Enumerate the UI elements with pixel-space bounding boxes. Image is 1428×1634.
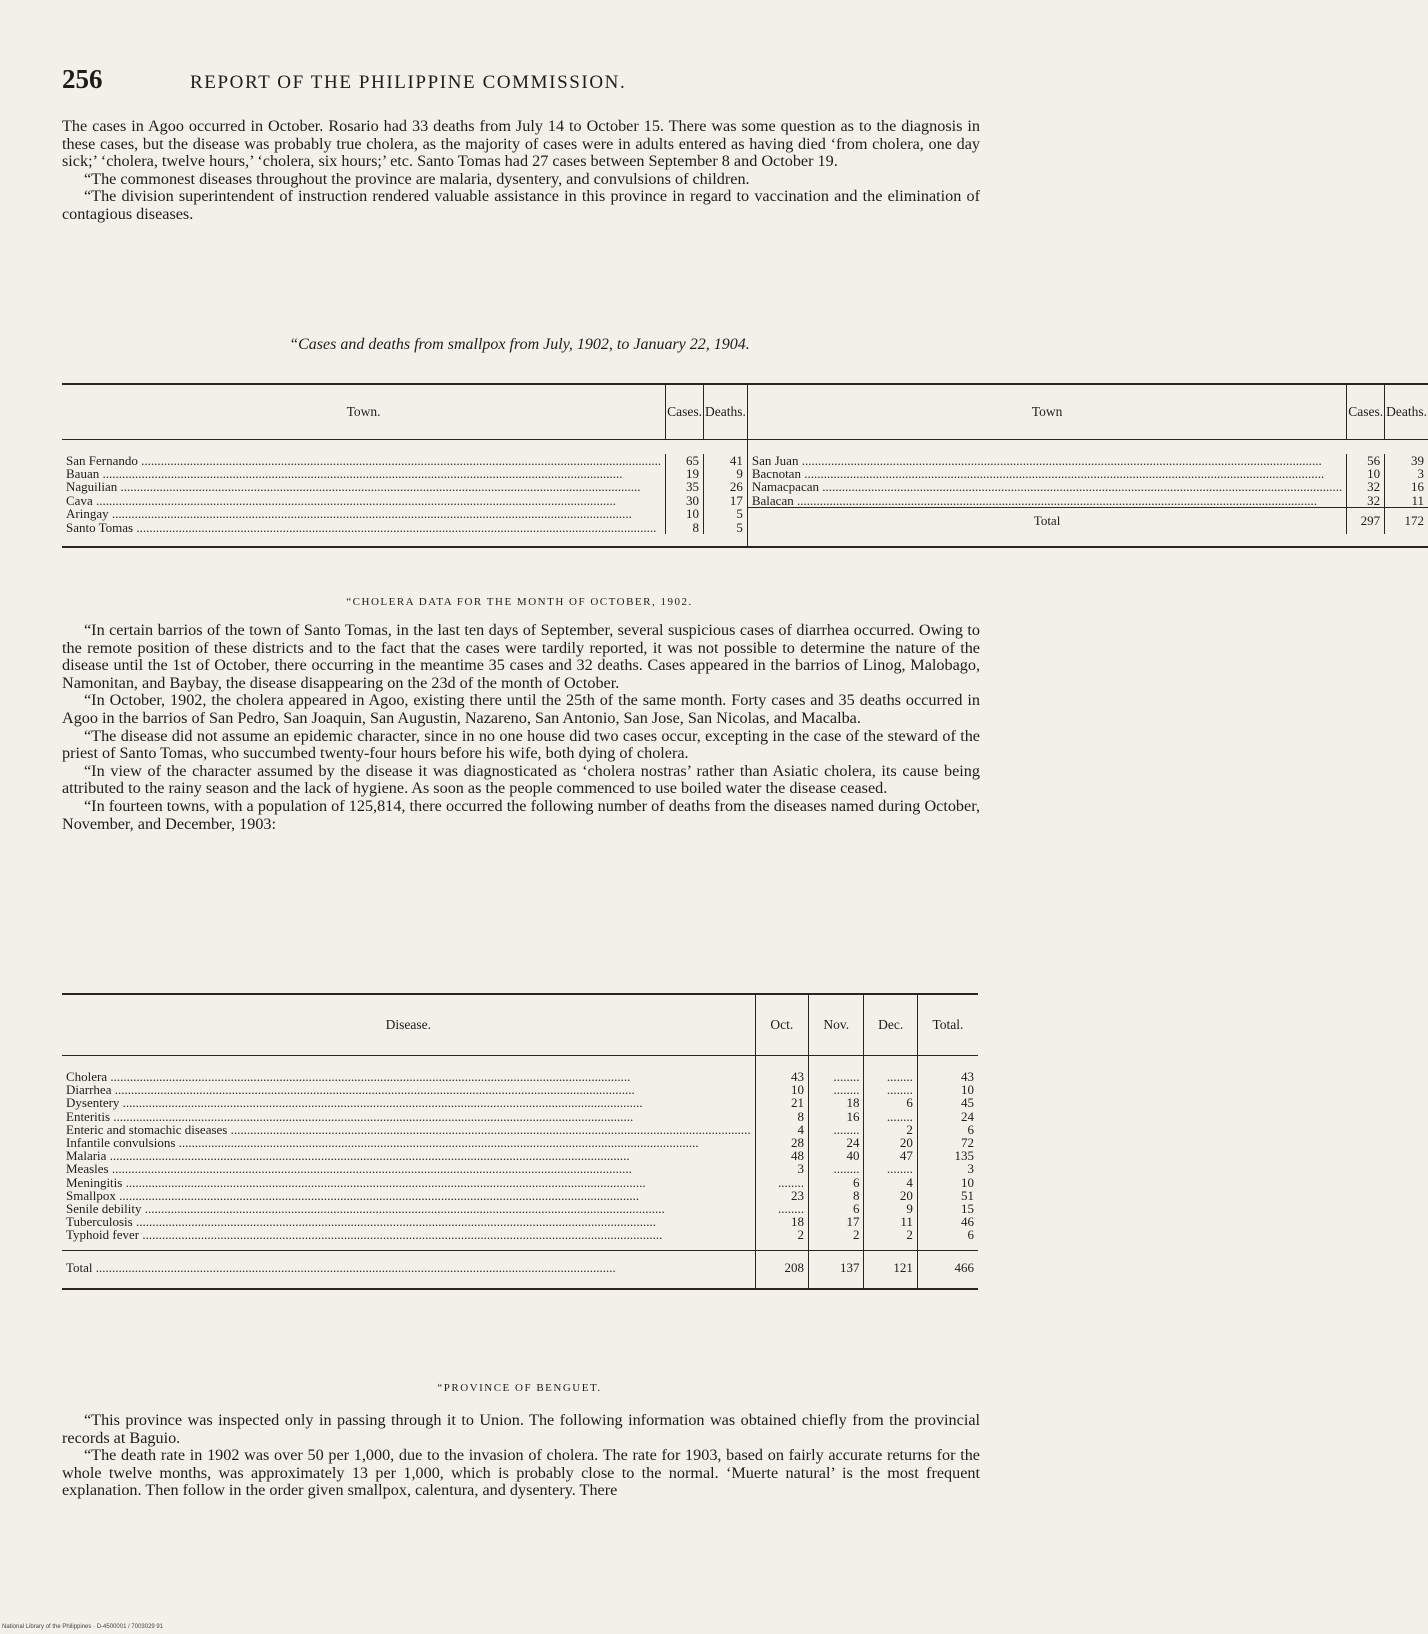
table-row	[62, 1162, 978, 1175]
disease-cell: Diarrhea ................................................................................................................................................................	[66, 1082, 635, 1098]
total-cell: 6	[917, 1123, 978, 1136]
smallpox-table-caption: “Cases and deaths from smallpox from July, 1902, to January 22, 1904.	[289, 336, 750, 353]
deaths-cell: 3	[1385, 467, 1428, 480]
deaths-cell: 11	[1385, 494, 1428, 508]
deaths-cell: 39	[1385, 454, 1428, 467]
disease-cell: Tuberculosis ................................................................................................................................................................	[66, 1214, 656, 1230]
column-header: Cases.	[1347, 384, 1385, 440]
disease-cell: Senile debility ................................................................................................................................................................	[66, 1201, 665, 1217]
disease-cell: Enteric and stomachic diseases ................................................................................................................................................................	[66, 1121, 751, 1137]
total-label-cell: Total ................................................................................................................................................................	[62, 1250, 755, 1289]
oct-cell: ........	[755, 1202, 808, 1215]
dec-cell: 20	[864, 1189, 917, 1202]
disease-cell: Cholera ................................................................................................................................................................	[66, 1069, 631, 1084]
dec-cell: ........	[864, 1070, 917, 1083]
total-cell: 3	[917, 1162, 978, 1175]
deaths-cell: 41	[703, 454, 747, 467]
table-row	[62, 1228, 978, 1241]
town-cell: Naguilian ................................................................................................................................................................	[66, 479, 641, 495]
nov-cell: 18	[809, 1096, 864, 1109]
town-cell: Santo Tomas ................................................................................................................................................................	[66, 519, 657, 535]
nov-cell: 2	[809, 1228, 864, 1241]
column-header: Dec.	[864, 994, 917, 1056]
cholera-text	[62, 622, 980, 833]
deaths-cell: 26	[703, 480, 747, 493]
paragraph: “This province was inspected only in passing through it to Union. The following information was obtained chiefly from the provincial records at Baguio.	[62, 1411, 980, 1447]
oct-cell: 3	[755, 1162, 808, 1175]
total-cell: 46	[917, 1215, 978, 1228]
total-cell: 135	[917, 1149, 978, 1162]
dec-cell: 47	[864, 1149, 917, 1162]
disease-cell: Meningitis ................................................................................................................................................................	[66, 1174, 646, 1190]
deaths-cell: 16	[1385, 480, 1428, 493]
column-header: Oct.	[755, 994, 808, 1056]
total-cases-cell: 297	[1347, 507, 1385, 533]
disease-cell: Measles ................................................................................................................................................................	[66, 1161, 632, 1177]
total-cell: 6	[917, 1228, 978, 1241]
town-cell: Bauan ................................................................................................................................................................	[66, 466, 623, 482]
nov-cell: 16	[809, 1110, 864, 1123]
oct-cell: 48	[755, 1149, 808, 1162]
nov-cell: 8	[809, 1189, 864, 1202]
table-header-row	[62, 384, 1428, 440]
total-row	[62, 1250, 978, 1289]
nov-cell: ........	[809, 1070, 864, 1083]
running-title: REPORT OF THE PHILIPPINE COMMISSION.	[190, 72, 627, 93]
total-cell: 43	[917, 1070, 978, 1083]
oct-cell: 8	[755, 1110, 808, 1123]
cholera-section-heading: “CHOLERA DATA FOR THE MONTH OF OCTOBER, 1902.	[346, 596, 693, 608]
disease-cell: Infantile convulsions ................................................................................................................................................................	[66, 1135, 699, 1151]
dec-cell: 20	[864, 1136, 917, 1149]
nov-cell: 17	[809, 1215, 864, 1228]
paragraph: “The division superintendent of instruction rendered valuable assistance in this province in regard to vaccination and the elimination of contagious diseases.	[62, 187, 980, 223]
dec-cell: ........	[864, 1083, 917, 1096]
table-row	[62, 480, 1428, 493]
dec-cell: 2	[864, 1228, 917, 1241]
column-header: Disease.	[62, 994, 755, 1056]
town-cell: Bacnotan ................................................................................................................................................................	[747, 467, 1346, 480]
table-row	[62, 494, 1428, 508]
table-header-row	[62, 994, 978, 1056]
deaths-cell: 17	[703, 494, 747, 508]
disease-cell: Smallpox ................................................................................................................................................................	[66, 1187, 640, 1203]
nov-cell: ........	[809, 1123, 864, 1136]
column-header: Town.	[62, 384, 666, 440]
town-cell: Cava ................................................................................................................................................................	[66, 492, 616, 508]
town-cell: San Fernando ................................................................................................................................................................	[66, 453, 662, 468]
total-label-cell: Total	[747, 507, 1346, 533]
nov-cell: 40	[809, 1149, 864, 1162]
total-dec-cell: 121	[864, 1250, 917, 1289]
paragraph: “The commonest diseases throughout the province are malaria, dysentery, and convulsions of children.	[84, 169, 750, 188]
dec-cell: 4	[864, 1176, 917, 1189]
oct-cell: 10	[755, 1083, 808, 1096]
town-cell: Namacpacan ................................................................................................................................................................	[747, 480, 1346, 493]
paragraph: “In certain barrios of the town of Santo Tomas, in the last ten days of September, several suspicious cases of diarrhea occurred. Owing to the remote position of these districts and to the fact that the cases were tardily reported, it was not possible to determine the nature of the disease until the 1st of October, there occurring in the meantime 35 cases and 32 deaths. Cases appeared in the barrios of Linog, Malobago, Namonitan, and Baybay, the disease disappearing on the 23d of the month of October.	[62, 621, 980, 692]
table-row	[62, 507, 1428, 520]
dec-cell: ........	[864, 1162, 917, 1175]
table-row	[62, 1110, 978, 1123]
cases-cell: 19	[666, 467, 704, 480]
town-cell: San Juan ................................................................................................................................................................	[747, 454, 1346, 467]
oct-cell: 43	[755, 1070, 808, 1083]
cases-cell: 65	[666, 454, 704, 467]
dec-cell: 11	[864, 1215, 917, 1228]
paragraph: “The death rate in 1902 was over 50 per 1,000, due to the invasion of cholera. The rate for 1903, based on fairly accurate returns for the whole twelve months, was approximately 13 per 1,000, which is probably close to the normal. ‘Muerte natural’ is the most frequent explanation. Then follow in the order given smallpox, calentura, and dysentery. There	[62, 1446, 980, 1500]
disease-cell: Malaria ................................................................................................................................................................	[66, 1148, 630, 1164]
dec-cell: 9	[864, 1202, 917, 1215]
page-header	[62, 64, 982, 95]
disease-cell: Dysentery ................................................................................................................................................................	[66, 1095, 643, 1111]
total-deaths-cell: 172	[1385, 507, 1428, 533]
column-header: Deaths.	[703, 384, 747, 440]
total-cell: 10	[917, 1176, 978, 1189]
column-header: Total.	[917, 994, 978, 1056]
paragraph: “The disease did not assume an epidemic character, since in no one house did two cases occur, excepting in the case of the steward of the priest of Santo Tomas, who succumbed twenty-four hours before his wife, both dying of cholera.	[62, 726, 980, 763]
cases-cell: 10	[1347, 467, 1385, 480]
disease-cell: Enteritis ................................................................................................................................................................	[66, 1108, 634, 1124]
column-header: Deaths.	[1385, 384, 1428, 440]
oct-cell: 23	[755, 1189, 808, 1202]
paragraph: “In October, 1902, the cholera appeared in Agoo, existing there until the 25th of the same month. Forty cases and 35 deaths occurred in Agoo in the barrios of San Pedro, San Joaquin, San Augustin, Nazareno, San Antonio, San Jose, San Nicolas, and Macalba.	[62, 691, 980, 727]
oct-cell: 18	[755, 1215, 808, 1228]
table-row	[62, 1176, 978, 1189]
oct-cell: 21	[755, 1096, 808, 1109]
nov-cell: 6	[809, 1176, 864, 1189]
cases-cell: 35	[666, 480, 704, 493]
disease-cell: Typhoid fever ................................................................................................................................................................	[66, 1227, 663, 1243]
oct-cell: ........	[755, 1176, 808, 1189]
town-cell: Balacan ................................................................................................................................................................	[747, 494, 1346, 508]
nov-cell: ........	[809, 1162, 864, 1175]
total-nov-cell: 137	[809, 1250, 864, 1289]
page-number: 256	[62, 64, 103, 94]
dec-cell: 2	[864, 1123, 917, 1136]
cases-cell: 30	[666, 494, 704, 508]
cases-cell: 32	[1347, 494, 1385, 508]
cases-cell: 8	[666, 521, 704, 534]
total-cell: 15	[917, 1202, 978, 1215]
column-header: Town	[747, 384, 1346, 440]
oct-cell: 4	[755, 1123, 808, 1136]
oct-cell: 2	[755, 1228, 808, 1241]
column-header: Nov.	[809, 994, 864, 1056]
benguet-text	[62, 1412, 980, 1500]
deaths-cell: 5	[703, 521, 747, 534]
total-oct-cell: 208	[755, 1250, 808, 1289]
dec-cell: 6	[864, 1096, 917, 1109]
total-total-cell: 466	[917, 1250, 978, 1289]
town-cell: Aringay ................................................................................................................................................................	[66, 506, 632, 522]
nov-cell: 24	[809, 1136, 864, 1149]
total-cell: 45	[917, 1096, 978, 1109]
total-cell: 51	[917, 1189, 978, 1202]
deaths-cell: 9	[703, 467, 747, 480]
disease-table	[62, 993, 978, 1290]
paragraph: The cases in Agoo occurred in October. Rosario had 33 deaths from July 14 to October 15. There was some question as to the diagnosis in these cases, but the disease was probably true cholera, as the majority of cases were in adults entered as having died ‘from cholera, one day sick;’ ‘cholera, twelve hours,’ ‘cholera, six hours;’ etc. Santo Tomas had 27 cases between September 8 and October 19.	[62, 117, 980, 171]
paragraph: “In view of the character assumed by the disease it was diagnosticated as ‘cholera nostras’ rather than Asiatic cholera, its cause being attributed to the rainy season and the lack of hygiene. As soon as the people commenced to use boiled water the disease ceased.	[62, 761, 980, 798]
paragraph: “In fourteen towns, with a population of 125,814, there occurred the following number of deaths from the diseases named during October, November, and December, 1903:	[62, 796, 980, 833]
total-cell: 72	[917, 1136, 978, 1149]
smallpox-table	[62, 383, 1428, 548]
column-header: Cases.	[666, 384, 704, 440]
oct-cell: 28	[755, 1136, 808, 1149]
intro-text	[62, 118, 980, 224]
dec-cell: ........	[864, 1110, 917, 1123]
benguet-section-heading: “PROVINCE OF BENGUET.	[437, 1382, 602, 1394]
nov-cell: ........	[809, 1083, 864, 1096]
cases-cell: 32	[1347, 480, 1385, 493]
cases-cell: 56	[1347, 454, 1385, 467]
table-row	[62, 1096, 978, 1109]
total-cell: 24	[917, 1110, 978, 1123]
total-cell: 10	[917, 1083, 978, 1096]
library-footer-mark: National Library of the Philippines · D-4500001 / 7003029 91	[2, 1624, 164, 1630]
deaths-cell: 5	[703, 507, 747, 520]
cases-cell: 10	[666, 507, 704, 520]
nov-cell: 6	[809, 1202, 864, 1215]
